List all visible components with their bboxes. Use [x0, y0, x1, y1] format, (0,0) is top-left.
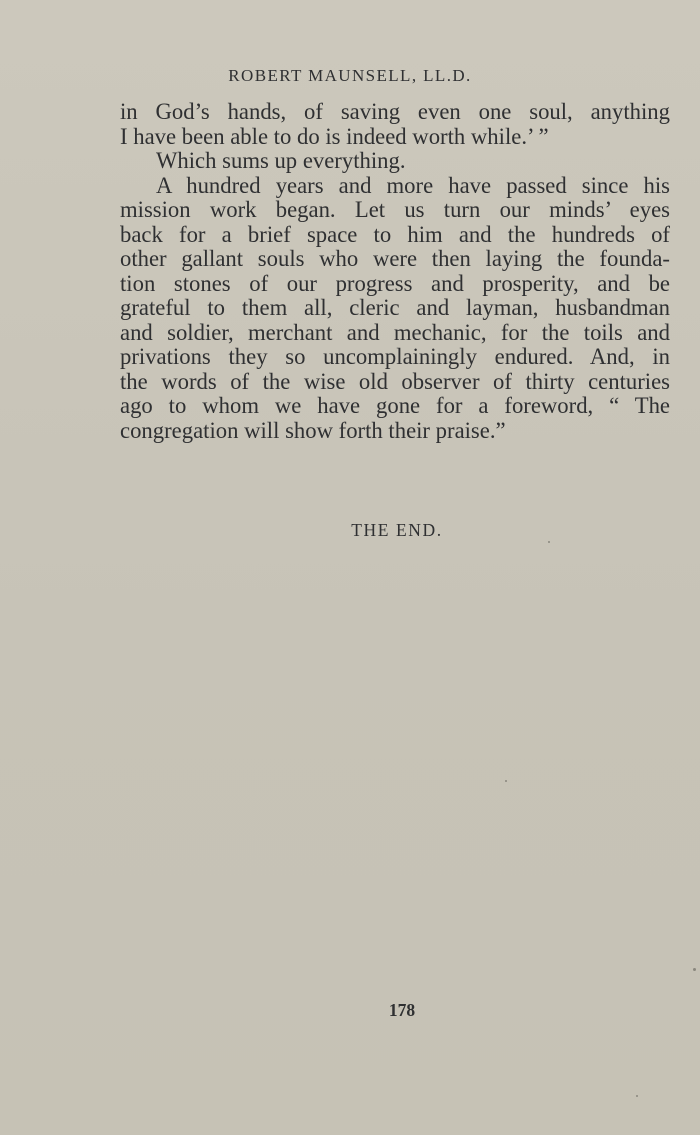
text-line: grateful to them all, cleric and layman, husbandman: [120, 295, 670, 320]
paper-speck: [548, 541, 550, 543]
text-line: the words of the wise old observer of thirty centuries: [120, 368, 670, 394]
text-line: back for a brief space to him and the hundreds of: [120, 221, 670, 247]
text-line: ago to whom we have gone for a foreword, “ The: [120, 393, 670, 418]
the-end-label: THE END.: [351, 520, 443, 540]
text-line: mission work began. Let us turn our minds’ eyes: [120, 197, 670, 222]
text-line: and soldier, merchant and mechanic, for the toils and: [120, 319, 670, 345]
text-line: privations they so uncomplainingly endured. And, in: [120, 344, 670, 369]
text-line: A hundred years and more have passed since his: [156, 172, 670, 198]
text-line: congregation will show forth their praise.”: [120, 417, 506, 443]
text-line: tion stones of our progress and prosperity, and be: [120, 270, 670, 296]
text-line: other gallant souls who were then laying the founda-: [120, 246, 670, 271]
paper-speck: [505, 780, 507, 782]
text-line: I have been able to do is indeed worth while.’ ”: [120, 123, 549, 149]
body-text: [120, 100, 670, 443]
text-line: Which sums up everything.: [156, 148, 406, 173]
paper-speck: [636, 1095, 638, 1097]
paper-speck: [693, 968, 696, 971]
page-number: 178: [388, 1000, 416, 1020]
running-head: ROBERT MAUNSELL, LL.D.: [228, 66, 472, 85]
text-line: in God’s hands, of saving even one soul, anything: [120, 99, 670, 124]
